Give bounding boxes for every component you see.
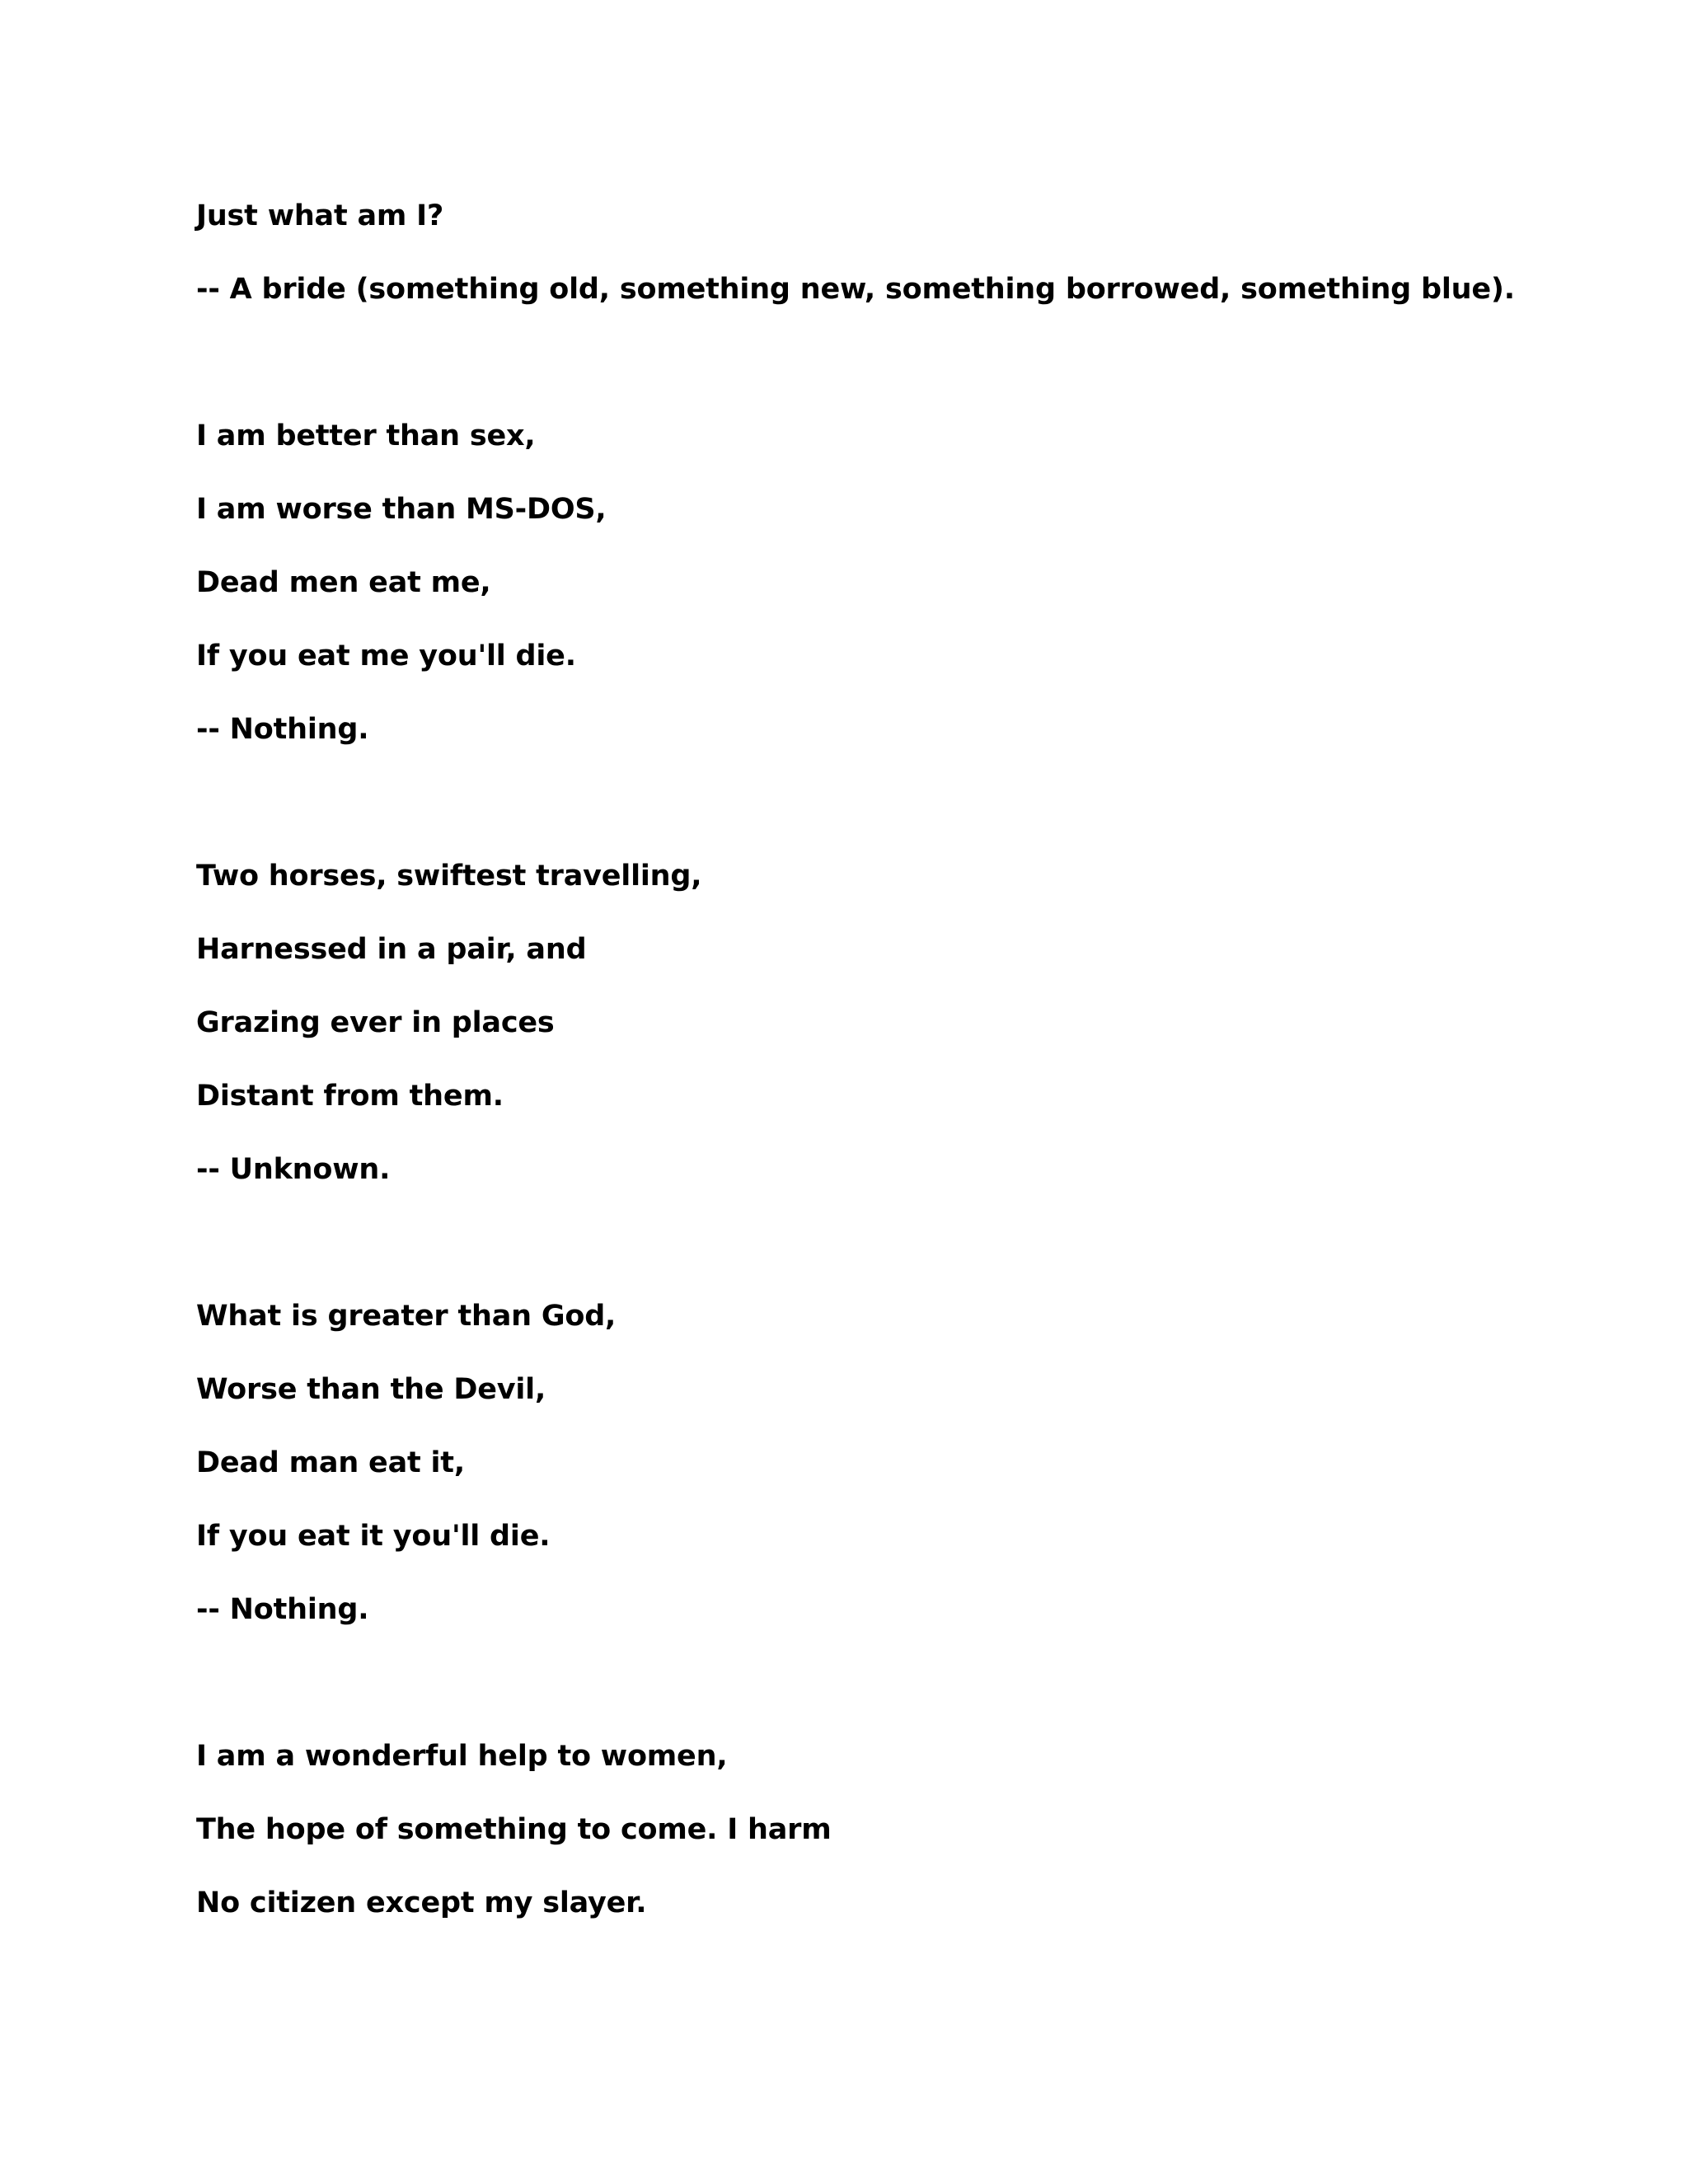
riddle-answer: -- A bride (something old, something new, something borrowed, something blue). [196,273,1515,306]
riddle-answer: -- Nothing. [196,713,369,746]
riddle-line: If you eat it you'll die. [196,1520,551,1553]
riddle-line: Dead man eat it, [196,1446,465,1479]
riddle-line: Worse than the Devil, [196,1373,546,1406]
riddle-line: Just what am I? [196,199,444,232]
riddle-line: I am better than sex, [196,419,536,452]
riddle-line: The hope of something to come. I harm [196,1813,832,1846]
riddle-line: I am a wonderful help to women, [196,1740,728,1773]
riddle-line: Dead men eat me, [196,566,491,599]
riddle-line: Two horses, swiftest travelling, [196,860,702,893]
riddle-line: No citizen except my slayer. [196,1886,647,1919]
riddle-answer: -- Nothing. [196,1593,369,1626]
riddle-line: If you eat me you'll die. [196,640,576,673]
riddle-line: What is greater than God, [196,1300,617,1333]
riddle-answer: -- Unknown. [196,1153,391,1186]
riddle-line: Harnessed in a pair, and [196,933,587,966]
riddle-line: I am worse than MS-DOS, [196,493,607,526]
riddle-line: Distant from them. [196,1080,504,1113]
riddle-line: Grazing ever in places [196,1006,555,1039]
